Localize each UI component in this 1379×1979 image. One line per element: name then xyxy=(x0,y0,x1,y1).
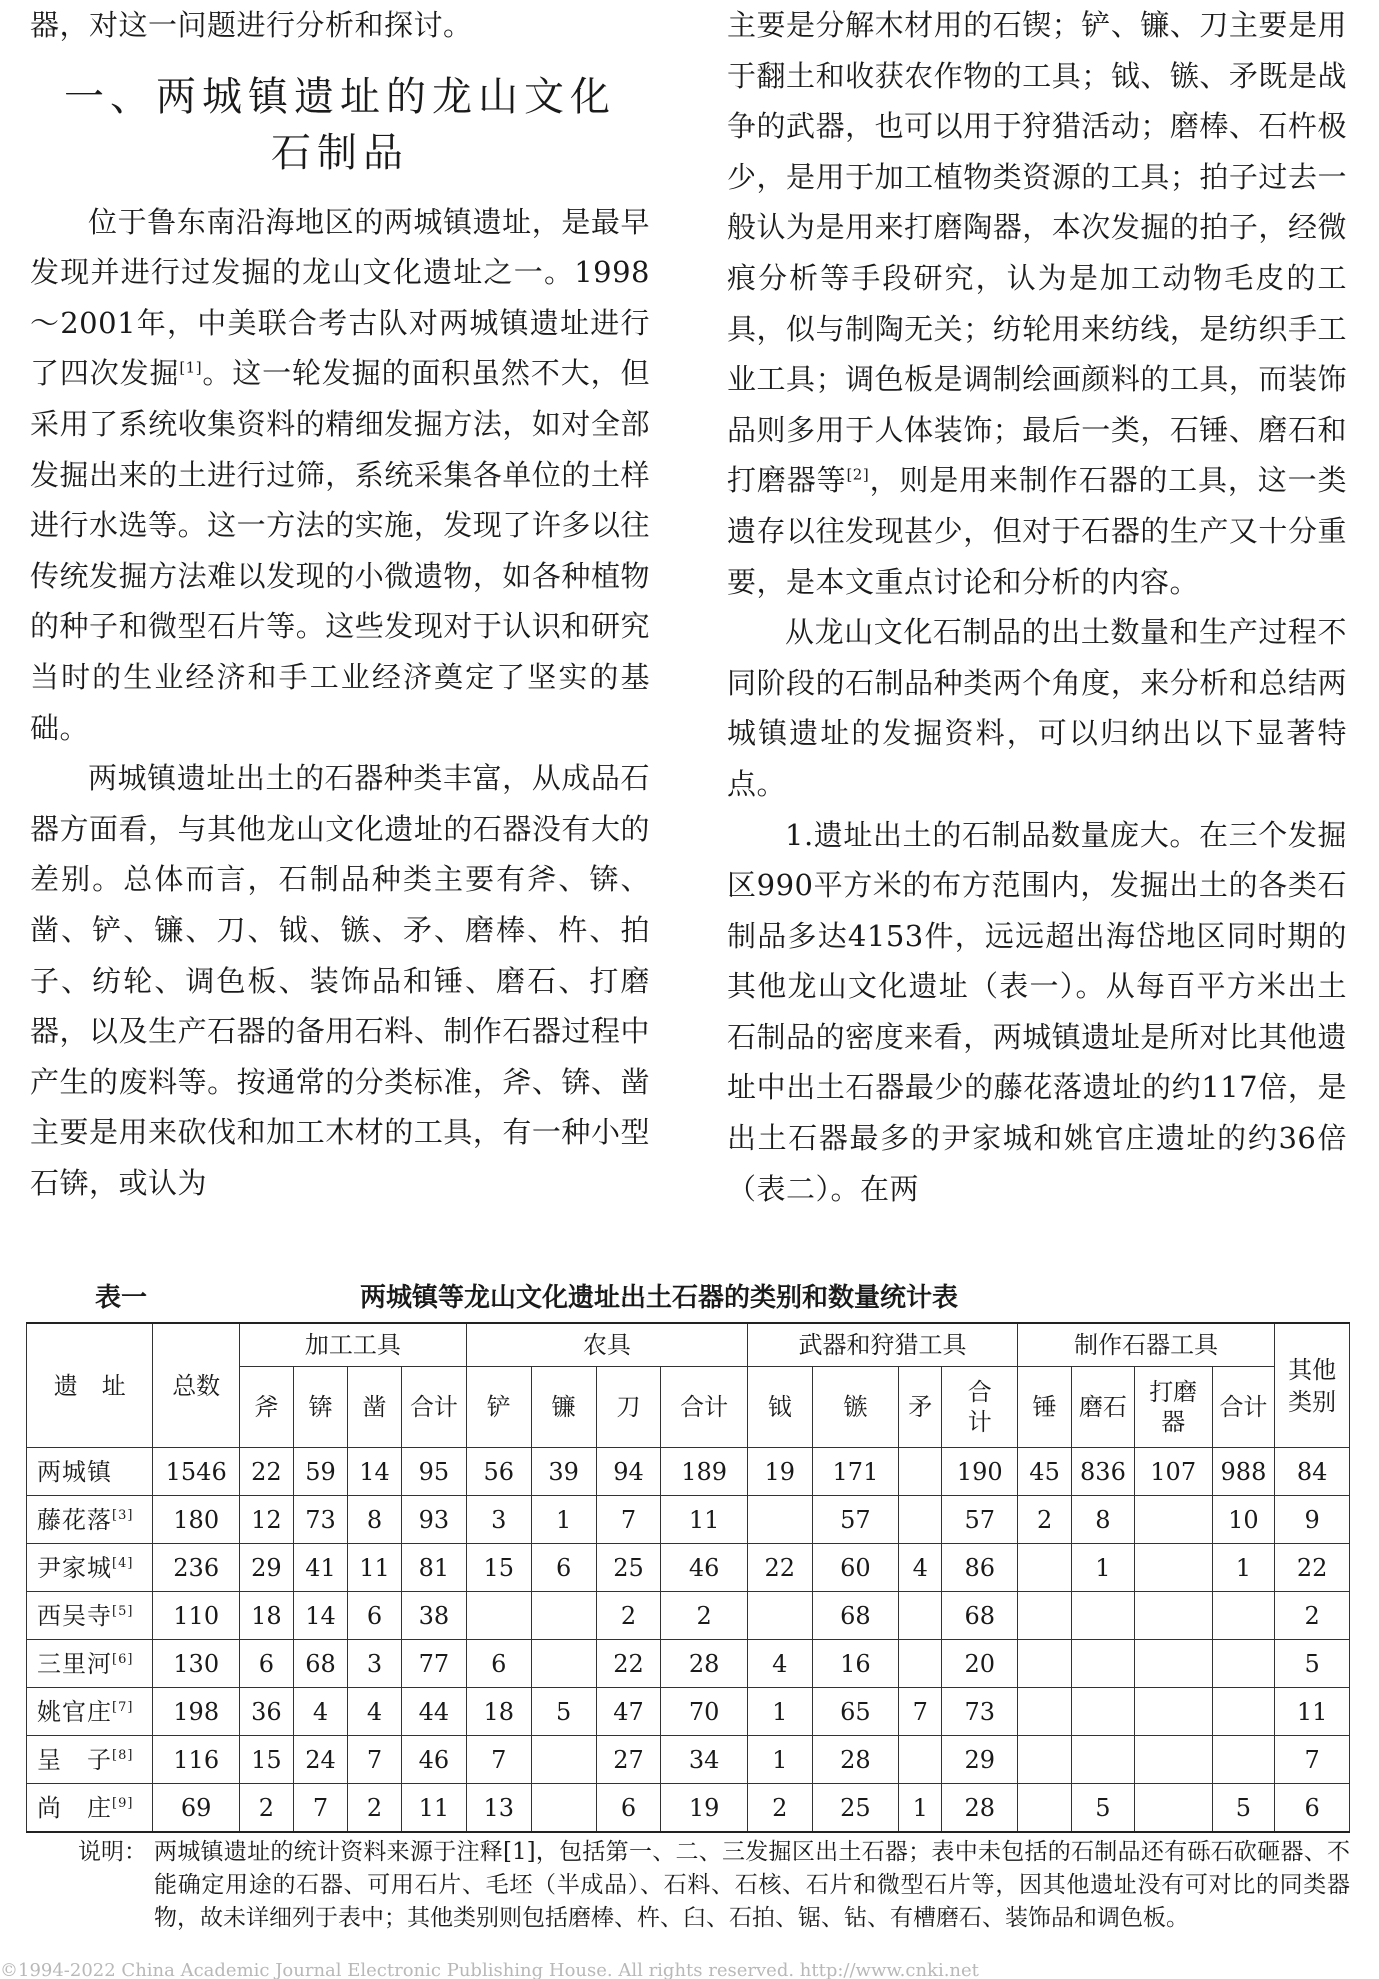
table-cell xyxy=(747,1592,812,1640)
table-cell: 171 xyxy=(812,1448,898,1496)
table-cell: 24 xyxy=(293,1736,347,1784)
table-cell: 29 xyxy=(942,1736,1018,1784)
table-cell: 189 xyxy=(661,1448,747,1496)
table-cell xyxy=(1212,1640,1275,1688)
table-cell: 198 xyxy=(153,1688,239,1736)
site-name: 三里河 xyxy=(37,1649,112,1678)
table-cell xyxy=(1134,1784,1212,1833)
table-cell: 69 xyxy=(153,1784,239,1833)
table-cell: 180 xyxy=(153,1496,239,1544)
table-cell: 25 xyxy=(812,1784,898,1833)
table-cell: 110 xyxy=(153,1592,239,1640)
table-cell: 988 xyxy=(1212,1448,1275,1496)
table-cell: 73 xyxy=(942,1688,1018,1736)
table-cell: 19 xyxy=(747,1448,812,1496)
table-row xyxy=(27,1496,1350,1544)
table-cell: 6 xyxy=(347,1592,401,1640)
site-name-cell xyxy=(27,1544,153,1592)
table-cell: 6 xyxy=(596,1784,661,1833)
table-cell xyxy=(1134,1736,1212,1784)
table-cell: 16 xyxy=(812,1640,898,1688)
table-cell: 77 xyxy=(402,1640,467,1688)
table-cell: 15 xyxy=(239,1736,293,1784)
table-cell: 6 xyxy=(531,1544,596,1592)
paragraph-text: ，则是用来制作石器的工具，这一类遗存以往发现甚少，但对于石器的生产又十分重要，是本文重点讨论和分析的内容。 xyxy=(727,463,1347,599)
table-cell xyxy=(1018,1736,1072,1784)
paragraph-text: 位于鲁东南沿海地区的两城镇遗址，是最早发现并进行过发掘的龙山文化遗址之一。1998～2001年，中美联合考古队对两城镇遗址进行了四次发掘 xyxy=(30,204,650,391)
column-header-text: 合计 xyxy=(967,1378,992,1436)
table-cell: 14 xyxy=(293,1592,347,1640)
table-cell: 6 xyxy=(466,1640,531,1688)
site-name-cell xyxy=(27,1784,153,1833)
table-cell: 18 xyxy=(466,1688,531,1736)
note-text: 两城镇遗址的统计资料来源于注释[1]，包括第一、二、三发掘区出土石器；表中未包括的石制品还有砾石砍砸器、不能确定用途的石器、可用石片、毛坯（半成品）、石料、石核、石片和微型石片等，因其他遗址没有可对比的同类器物，故未详细列于表中；其他类别则包括磨棒、杵、臼、石拍、锯、钻、有槽磨石、装饰品和调色板。 xyxy=(154,1839,1350,1931)
table-cell: 7 xyxy=(1275,1736,1350,1784)
table-cell xyxy=(1072,1736,1135,1784)
table-cell: 11 xyxy=(661,1496,747,1544)
table-cell: 46 xyxy=(661,1544,747,1592)
table-cell: 81 xyxy=(402,1544,467,1592)
table-body xyxy=(27,1448,1350,1833)
continued-line: 器，对这一问题进行分析和探讨。 xyxy=(30,8,473,42)
site-name: 尚 庄 xyxy=(37,1793,112,1822)
table-cell: 1 xyxy=(747,1736,812,1784)
table-cell: 46 xyxy=(402,1736,467,1784)
table-cell xyxy=(1072,1688,1135,1736)
citation-ref: [4] xyxy=(112,1555,134,1571)
table-cell: 5 xyxy=(1072,1784,1135,1833)
table-row xyxy=(27,1448,1350,1496)
table-cell: 236 xyxy=(153,1544,239,1592)
table-cell: 2 xyxy=(661,1592,747,1640)
table-cell xyxy=(1134,1544,1212,1592)
table-cell xyxy=(1134,1592,1212,1640)
table-cell: 84 xyxy=(1275,1448,1350,1496)
table-cell: 34 xyxy=(661,1736,747,1784)
table-cell: 68 xyxy=(942,1592,1018,1640)
table-cell: 7 xyxy=(347,1736,401,1784)
paragraph: 1.遗址出土的石制品数量庞大。在三个发掘区990平方米的布方范围内，发掘出土的各类石制品多达4153件，远远超出海岱地区同时期的其他龙山文化遗址（表一）。从每百平方米出土石制品的密度来看，两城镇遗址是所对比其他遗址中出土石器最少的藤花落遗址的约117倍，是出土石器最多的尹家城和姚官庄遗址的约36倍（表二）。在两 xyxy=(727,817,1347,1206)
site-name: 西吴寺 xyxy=(37,1601,112,1630)
table-cell: 94 xyxy=(596,1448,661,1496)
column-header: 斧 xyxy=(239,1367,293,1448)
column-header-total: 总数 xyxy=(153,1323,239,1448)
table-cell: 57 xyxy=(942,1496,1018,1544)
column-header-site: 遗 址 xyxy=(27,1323,153,1448)
table-cell: 44 xyxy=(402,1688,467,1736)
table-cell xyxy=(1018,1592,1072,1640)
column-group-header: 武器和狩猎工具 xyxy=(747,1323,1017,1367)
citation-ref: [3] xyxy=(112,1507,134,1523)
table-cell: 6 xyxy=(1275,1784,1350,1833)
table-cell: 2 xyxy=(747,1784,812,1833)
paragraph xyxy=(727,0,1347,607)
table-cell xyxy=(899,1592,942,1640)
table-cell: 3 xyxy=(466,1496,531,1544)
table-cell: 28 xyxy=(661,1640,747,1688)
site-name: 姚官庄 xyxy=(37,1697,112,1726)
column-header: 镞 xyxy=(812,1367,898,1448)
citation-ref: [5] xyxy=(112,1603,134,1619)
paragraph-text: 主要是分解木材用的石锲；铲、镰、刀主要是用于翻土和收获农作物的工具；钺、镞、矛既是战争的武器，也可以用于狩猎活动；磨棒、石杵极少，是用于加工植物类资源的工具；拍子过去一般认为是用来打磨陶器，本次发掘的拍子，经微痕分析等手段研究，认为是加工动物毛皮的工具，似与制陶无关；纺轮用来纺线，是纺织手工业工具；调色板是调制绘画颜料的工具，而装饰品则多用于人体装饰；最后一类，石锤、磨石和打磨器等 xyxy=(727,8,1347,498)
copyright-footer: ©1994-2022 China Academic Journal Electronic Publishing House. All rights reserved. http://www.cnki.net xyxy=(0,1960,979,1979)
table-cell: 2 xyxy=(239,1784,293,1833)
table-cell: 3 xyxy=(347,1640,401,1688)
table-cell xyxy=(466,1592,531,1640)
table-cell: 2 xyxy=(1018,1496,1072,1544)
section-heading-line2: 石制品 xyxy=(271,129,409,176)
table-cell xyxy=(531,1736,596,1784)
table-title: 两城镇等龙山文化遗址出土石器的类别和数量统计表 xyxy=(360,1283,959,1313)
table-cell: 22 xyxy=(239,1448,293,1496)
site-name-cell xyxy=(27,1688,153,1736)
table-cell: 57 xyxy=(812,1496,898,1544)
table-cell: 12 xyxy=(239,1496,293,1544)
column-header xyxy=(942,1367,1018,1448)
table-cell: 4 xyxy=(293,1688,347,1736)
table-cell: 7 xyxy=(899,1688,942,1736)
table-cell: 107 xyxy=(1134,1448,1212,1496)
table-cell: 70 xyxy=(661,1688,747,1736)
table-note xyxy=(78,1836,1350,1935)
site-name: 两城镇 xyxy=(37,1457,112,1486)
table-cell: 836 xyxy=(1072,1448,1135,1496)
column-header: 矛 xyxy=(899,1367,942,1448)
paragraph-text: 。这一轮发掘的面积虽然不大，但采用了系统收集资料的精细发掘方法，如对全部发掘出来的土进行过筛，系统采集各单位的土样进行水选等。这一方法的实施，发现了许多以往传统发掘方法难以发现的小微遗物，如各种植物的种子和微型石片等。这些发现对于认识和研究当时的生业经济和手工业经济奠定了坚实的基础。 xyxy=(30,356,650,745)
table-cell: 116 xyxy=(153,1736,239,1784)
citation-ref: [1] xyxy=(179,358,203,377)
table-cell: 86 xyxy=(942,1544,1018,1592)
table-cell: 22 xyxy=(747,1544,812,1592)
column-header: 刀 xyxy=(596,1367,661,1448)
citation-ref: [8] xyxy=(112,1747,134,1763)
site-name-cell xyxy=(27,1640,153,1688)
column-header: 铲 xyxy=(466,1367,531,1448)
table-cell: 190 xyxy=(942,1448,1018,1496)
column-header: 凿 xyxy=(347,1367,401,1448)
table-cell: 11 xyxy=(402,1784,467,1833)
table-cell: 38 xyxy=(402,1592,467,1640)
table-cell xyxy=(1212,1688,1275,1736)
table-cell xyxy=(899,1736,942,1784)
site-name: 呈 子 xyxy=(37,1745,112,1774)
table-cell xyxy=(1018,1784,1072,1833)
table-cell xyxy=(1212,1592,1275,1640)
table-cell: 45 xyxy=(1018,1448,1072,1496)
table-cell: 7 xyxy=(466,1736,531,1784)
table-cell: 19 xyxy=(661,1784,747,1833)
citation-ref: [6] xyxy=(112,1651,134,1667)
table-cell: 73 xyxy=(293,1496,347,1544)
table-cell: 68 xyxy=(293,1640,347,1688)
table-cell: 29 xyxy=(239,1544,293,1592)
table-cell: 2 xyxy=(596,1592,661,1640)
paragraph: 两城镇遗址出土的石器种类丰富，从成品石器方面看，与其他龙山文化遗址的石器没有大的差别。总体而言，石制品种类主要有斧、锛、凿、铲、镰、刀、钺、镞、矛、磨棒、杵、拍子、纺轮、调色板、装饰品和锤、磨石、打磨器，以及生产石器的备用石料、制作石器过程中产生的废料等。按通常的分类标准，斧、锛、凿主要是用来砍伐和加工木材的工具，有一种小型石锛，或认为 xyxy=(30,761,650,1200)
table-cell: 95 xyxy=(402,1448,467,1496)
table-cell: 93 xyxy=(402,1496,467,1544)
table-cell: 4 xyxy=(747,1640,812,1688)
column-header: 钺 xyxy=(747,1367,812,1448)
column-group-header: 加工工具 xyxy=(239,1323,466,1367)
table-cell xyxy=(1018,1640,1072,1688)
table-cell xyxy=(1212,1736,1275,1784)
citation-ref: [7] xyxy=(112,1699,134,1715)
table-cell: 22 xyxy=(596,1640,661,1688)
table-cell: 1546 xyxy=(153,1448,239,1496)
table-cell: 36 xyxy=(239,1688,293,1736)
table-cell: 10 xyxy=(1212,1496,1275,1544)
table-cell: 59 xyxy=(293,1448,347,1496)
table-cell xyxy=(531,1784,596,1833)
table-cell: 1 xyxy=(899,1784,942,1833)
table-cell: 1 xyxy=(1212,1544,1275,1592)
table-row xyxy=(27,1688,1350,1736)
table-row xyxy=(27,1592,1350,1640)
left-text-column xyxy=(30,0,650,1208)
table-cell: 7 xyxy=(293,1784,347,1833)
table-cell: 11 xyxy=(347,1544,401,1592)
table-cell: 4 xyxy=(347,1688,401,1736)
site-name: 藤花落 xyxy=(37,1505,112,1534)
table-cell: 6 xyxy=(239,1640,293,1688)
table-cell: 15 xyxy=(466,1544,531,1592)
right-text-column xyxy=(727,0,1347,1214)
table-cell: 18 xyxy=(239,1592,293,1640)
table-cell xyxy=(899,1448,942,1496)
paragraph: 从龙山文化石制品的出土数量和生产过程不同阶段的石制品种类两个角度，来分析和总结两城镇遗址的发掘资料，可以归纳出以下显著特点。 xyxy=(727,615,1347,801)
column-header-other xyxy=(1275,1323,1350,1448)
table-cell: 14 xyxy=(347,1448,401,1496)
table-cell xyxy=(899,1496,942,1544)
table-row xyxy=(27,1784,1350,1833)
table-cell: 130 xyxy=(153,1640,239,1688)
column-header: 镰 xyxy=(531,1367,596,1448)
table-cell: 27 xyxy=(596,1736,661,1784)
table-cell: 47 xyxy=(596,1688,661,1736)
site-name-cell xyxy=(27,1736,153,1784)
table-cell xyxy=(1018,1544,1072,1592)
table-cell: 20 xyxy=(942,1640,1018,1688)
table-cell: 5 xyxy=(531,1688,596,1736)
table-cell xyxy=(1134,1640,1212,1688)
column-header: 合计 xyxy=(402,1367,467,1448)
table-cell: 56 xyxy=(466,1448,531,1496)
table-cell: 28 xyxy=(812,1736,898,1784)
table-row xyxy=(27,1544,1350,1592)
table-cell xyxy=(1134,1688,1212,1736)
column-header: 合计 xyxy=(1212,1367,1275,1448)
table-cell xyxy=(747,1496,812,1544)
section-heading-line1: 一、两城镇遗址的龙山文化 xyxy=(64,73,616,120)
table-cell xyxy=(1072,1592,1135,1640)
table-number: 表一 xyxy=(95,1283,148,1313)
column-group-header: 农具 xyxy=(466,1323,747,1367)
table-row xyxy=(27,1736,1350,1784)
table-cell: 2 xyxy=(1275,1592,1350,1640)
table-cell: 8 xyxy=(347,1496,401,1544)
site-name-cell xyxy=(27,1592,153,1640)
paragraph xyxy=(30,197,650,754)
site-name-cell xyxy=(27,1448,153,1496)
stone-tool-statistics-table xyxy=(26,1322,1350,1833)
table-cell xyxy=(531,1592,596,1640)
table-cell: 13 xyxy=(466,1784,531,1833)
note-label: 说明： xyxy=(78,1839,147,1865)
table-cell xyxy=(1072,1640,1135,1688)
site-name-cell xyxy=(27,1496,153,1544)
citation-ref: [9] xyxy=(112,1795,134,1811)
column-header: 合计 xyxy=(661,1367,747,1448)
table-row xyxy=(27,1640,1350,1688)
table-cell: 68 xyxy=(812,1592,898,1640)
table-cell: 7 xyxy=(596,1496,661,1544)
table-cell: 25 xyxy=(596,1544,661,1592)
table-cell: 5 xyxy=(1275,1640,1350,1688)
table-cell: 22 xyxy=(1275,1544,1350,1592)
table-cell: 2 xyxy=(347,1784,401,1833)
table-cell xyxy=(1134,1496,1212,1544)
table-cell: 28 xyxy=(942,1784,1018,1833)
table-header-row xyxy=(27,1323,1350,1367)
table-cell: 8 xyxy=(1072,1496,1135,1544)
table-cell: 11 xyxy=(1275,1688,1350,1736)
column-header: 锛 xyxy=(293,1367,347,1448)
column-header: 锤 xyxy=(1018,1367,1072,1448)
column-header-text: 打磨器 xyxy=(1149,1378,1198,1436)
section-heading xyxy=(30,69,650,181)
table-cell: 4 xyxy=(899,1544,942,1592)
table-cell: 65 xyxy=(812,1688,898,1736)
column-header-other-text: 其他类别 xyxy=(1288,1355,1337,1416)
table-cell: 5 xyxy=(1212,1784,1275,1833)
table-cell: 60 xyxy=(812,1544,898,1592)
citation-ref: [2] xyxy=(846,465,870,484)
column-header xyxy=(1134,1367,1212,1448)
table-cell: 1 xyxy=(1072,1544,1135,1592)
column-group-header: 制作石器工具 xyxy=(1018,1323,1275,1367)
column-header: 磨石 xyxy=(1072,1367,1135,1448)
table-cell xyxy=(1018,1688,1072,1736)
table-cell: 39 xyxy=(531,1448,596,1496)
table-cell: 9 xyxy=(1275,1496,1350,1544)
table-cell: 1 xyxy=(747,1688,812,1736)
table-cell: 1 xyxy=(531,1496,596,1544)
table-cell: 41 xyxy=(293,1544,347,1592)
table-cell xyxy=(531,1640,596,1688)
site-name: 尹家城 xyxy=(37,1553,112,1582)
table-cell xyxy=(899,1640,942,1688)
